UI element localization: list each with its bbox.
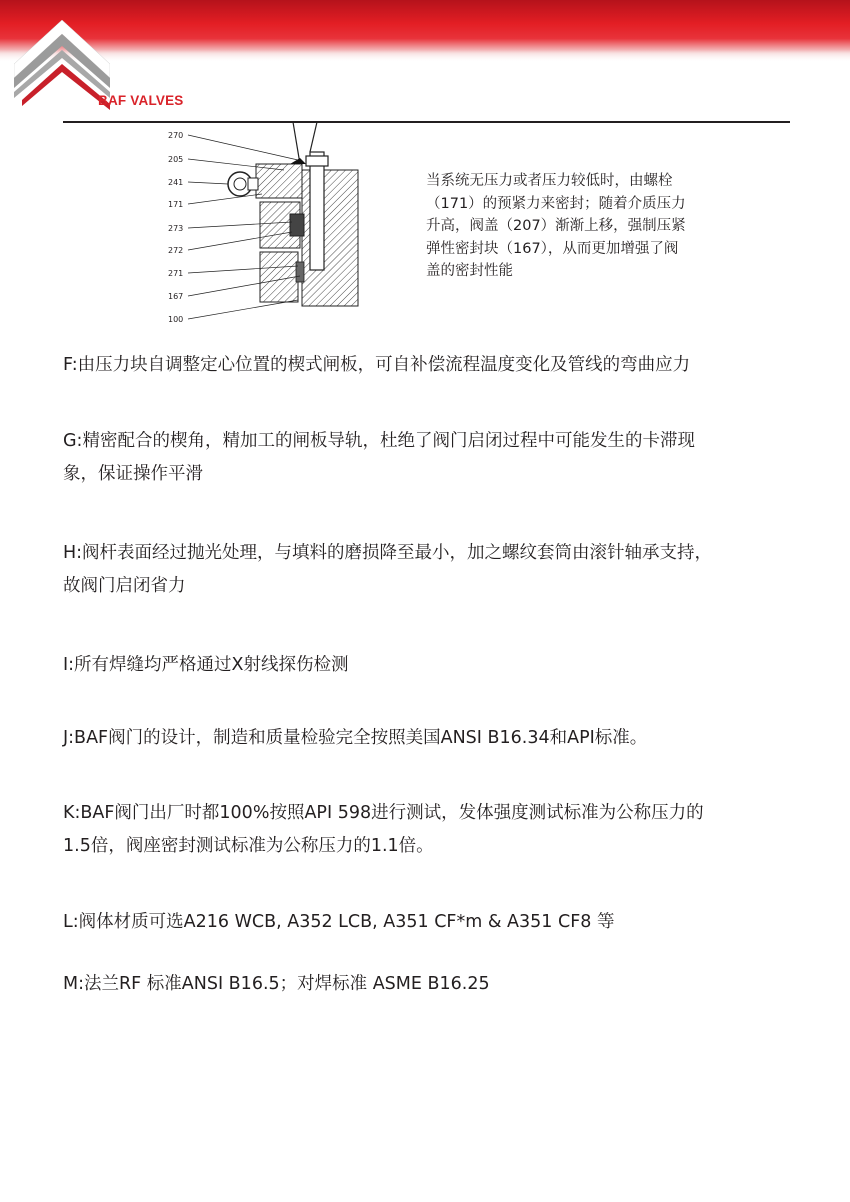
paragraph-g: G:精密配合的楔角，精加工的闸板导轨，杜绝了阀门启闭过程中可能发生的卡滞现 象，保证操作平滑 <box>63 431 695 484</box>
callout-100: 100 <box>168 315 184 324</box>
paragraph-f: F:由压力块自调整定心位置的楔式闸板，可自补偿流程温度变化及管线的弯曲应力 <box>63 355 691 375</box>
callout-270: 270 <box>168 131 184 140</box>
callout-271: 271 <box>168 269 184 278</box>
callout-171: 171 <box>168 200 184 209</box>
callout-272: 272 <box>168 246 184 255</box>
paragraph-m: M:法兰RF 标准ANSI B16.5；对焊标准 ASME B16.25 <box>63 974 490 994</box>
paragraph-j: J:BAF阀门的设计，制造和质量检验完全按照美国ANSI B16.34和API标准。 <box>63 728 648 748</box>
callout-167: 167 <box>168 292 184 301</box>
brand-name: BAF VALVES <box>98 93 184 108</box>
paragraph-i: I:所有焊缝均严格通过X射线探伤检测 <box>63 655 349 675</box>
bonnet-seal-cross-section-diagram <box>160 122 370 328</box>
header-band-highlight <box>0 50 850 62</box>
paragraph-l: L:阀体材质可选A216 WCB, A352 LCB, A351 CF*m & A351 CF8 等 <box>63 912 615 932</box>
callout-205: 205 <box>168 155 184 164</box>
paragraph-k: K:BAF阀门出厂时都100%按照API 598进行测试，发体强度测试标准为公称压力的 1.5倍，阀座密封测试标准为公称压力的1.1倍。 <box>63 803 704 856</box>
callout-273: 273 <box>168 224 184 233</box>
paragraph-h: H:阀杆表面经过抛光处理，与填料的磨损降至最小，加之螺纹套筒由滚针轴承支持， 故阀门启闭省力 <box>63 543 713 596</box>
figure-caption: 当系统无压力或者压力较低时，由螺栓 （171）的预紧力来密封；随着介质压力 升高，阀盖（207）渐渐上移，强制压紧 弹性密封块（167），从而更加增强了阀 盖的密封性能 <box>426 173 686 280</box>
baf-logo-icon <box>14 20 110 110</box>
callout-241: 241 <box>168 178 184 187</box>
